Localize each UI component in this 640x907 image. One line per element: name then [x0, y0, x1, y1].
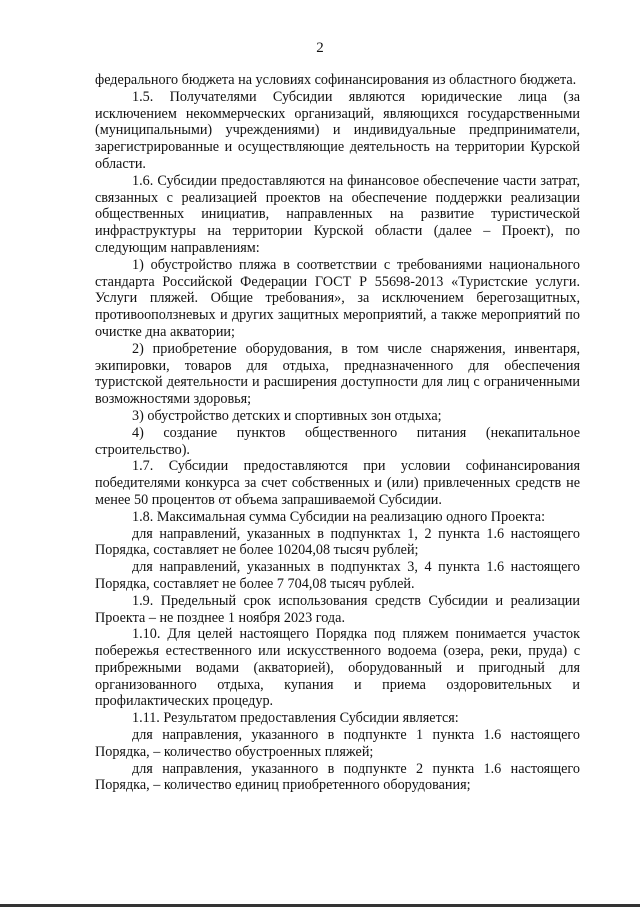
paragraph-1-5: 1.5. Получателями Субсидии являются юридические лица (за исключением некоммерческих организаций, являющихся государственными (муниципальными) учреждениями) и индивидуальные предприниматели, зарегистрированные и осуществляющие деятельность на территории Курской области. [95, 88, 580, 172]
list-item-1: 1) обустройство пляжа в соответствии с требованиями национального стандарта Российской Федерации ГОСТ Р 55698-2013 «Туристские услуги. Услуги пляжей. Общие требования», за исключением берегозащитных, противооползневых и других защитных мероприятий, а также мероприятий по очистке дна акватории; [95, 256, 580, 340]
list-item-3: 3) обустройство детских и спортивных зон отдыха; [132, 407, 442, 424]
list-item-2: 2) приобретение оборудования, в том числе снаряжения, инвентаря, экипировки, товаров для отдыха, предназначенного для обеспечения туристской деятельности и расширения доступности для лиц с ограниченными возможностями здоровья; [95, 340, 580, 408]
list-item-4: 4) создание пунктов общественного питания (некапитальное строительство). [95, 424, 580, 458]
paragraph-1-11-b: для направления, указанного в подпункте 2 пункта 1.6 настоящего Порядка, – количество единиц приобретенного оборудования; [95, 760, 580, 794]
page-number: 2 [316, 40, 324, 56]
paragraph-1-7: 1.7. Субсидии предоставляются при условии софинансирования победителями конкурса за счет собственных и (или) привлеченных средств не менее 50 процентов от объема запрашиваемой Субсидии. [95, 458, 580, 508]
document-body [95, 72, 580, 794]
paragraph-1-8-b: для направлений, указанных в подпунктах 3, 4 пункта 1.6 настоящего Порядка, составляет не более 7 704,08 тысяч рублей. [95, 559, 580, 592]
paragraph-1-6: 1.6. Субсидии предоставляются на финансовое обеспечение части затрат, связанных с реализацией проектов на обеспечение поддержки реализации общественных инициатив, направленных на развитие туристической инфраструктуры на территории Курской области (далее – Проект), по следующим направлениям: [95, 172, 580, 256]
paragraph-1-8: 1.8. Максимальная сумма Субсидии на реализацию одного Проекта: [132, 508, 546, 525]
paragraph-1-11: 1.11. Результатом предоставления Субсидии является: [132, 710, 459, 727]
paragraph-1-9: 1.9. Предельный срок использования средств Субсидии и реализации Проекта – не позднее 1 ноября 2023 года. [95, 592, 580, 626]
paragraph-1-11-a: для направления, указанного в подпункте 1 пункта 1.6 настоящего Порядка, – количество обустроенных пляжей; [95, 727, 580, 760]
paragraph-continuation: федерального бюджета на условиях софинансирования из областного бюджета. [95, 72, 577, 88]
paragraph-1-8-a: для направлений, указанных в подпунктах 1, 2 пункта 1.6 настоящего Порядка, составляет не более 10204,08 тысяч рублей; [95, 525, 580, 559]
paragraph-1-10: 1.10. Для целей настоящего Порядка под пляжем понимается участок побережья естественного или искусственного водоема (озера, реки, пруда) с прибрежными водами (акваторией), оборудованный и пригодный для организованного отдыха, купания и приема оздоровительных и профилактических процедур. [95, 626, 580, 710]
